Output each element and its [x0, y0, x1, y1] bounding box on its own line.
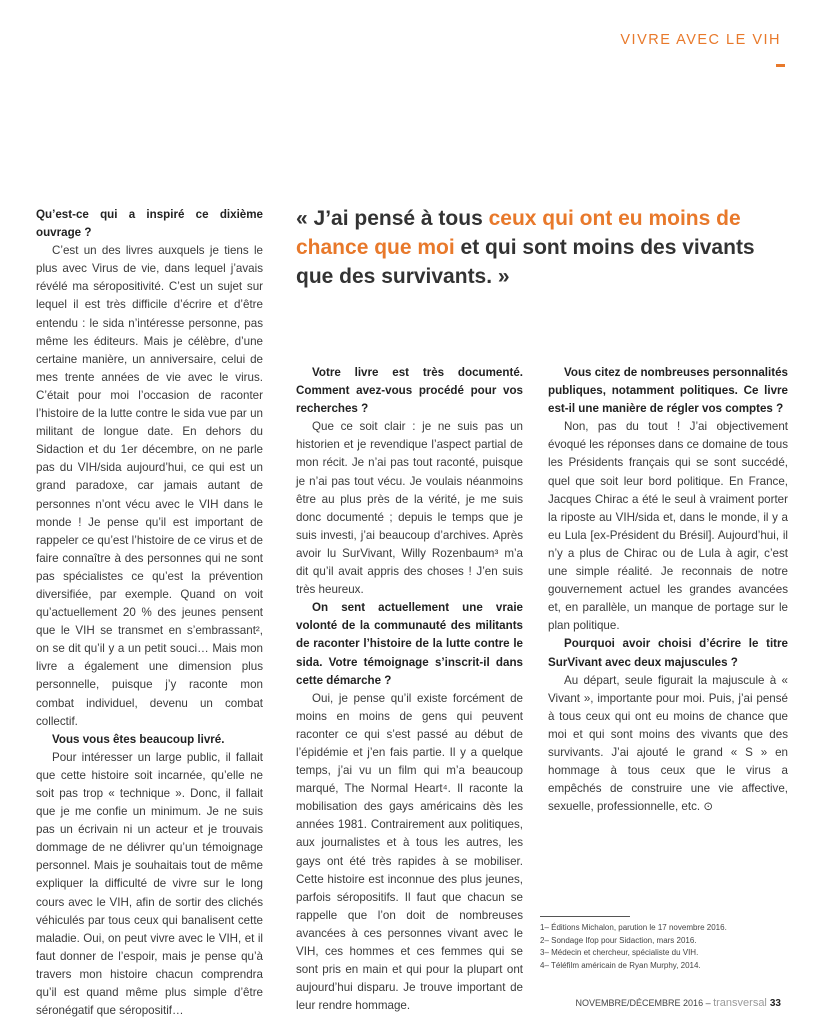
interview-answer: Non, pas du tout ! J’ai objectivement évoqué les réponses dans ce domaine de tous les Présidents français qui se sont succédé, quel que soit leur bord politique. En France, Jacques Chirac a été le seul à vraiment porter la riposte au VIH/sida et, dans le monde, il y a eu Lula [ex-Président du Brésil]. Aujourd’hui, il n’y a plus de Chirac ou de Lula à agir, c’est une simple réalité. Je reconnais de notre gouvernement actuel les grandes avancées et, en parallèle, un manque de portage sur le plan politique. — [548, 420, 788, 633]
magazine-name: transversal — [713, 997, 767, 1009]
interview-question: Votre livre est très documenté. Comment avez-vous procédé pour vos recherches ? — [296, 366, 523, 416]
interview-answer: Au départ, seule figurait la majuscule à « Vivant », importante pour moi. Puis, j’ai pensé à tous ceux qui ont eu moins de chance que moi et qui sont moins des vivants que des survivants. J’ai ajouté le grand « S » en hommage à tous ceux que le virus a empêchés de construire une vie affective, sexuelle, professionnelle, etc. ⊙ — [548, 673, 788, 814]
pull-quote-highlight: ceux qui ont eu moins de chance que moi — [296, 207, 741, 259]
interview-question: Pourquoi avoir choisi d’écrire le titre SurVivant avec deux majuscules ? — [548, 637, 788, 669]
interview-question: Vous vous êtes beaucoup livré. — [52, 732, 225, 746]
footnote: 4– Téléfilm américain de Ryan Murphy, 2014. — [540, 960, 701, 970]
column-2 — [296, 364, 523, 1015]
interview-question: Vous citez de nombreuses personnalités publiques, notamment politiques. Ce livre est-il une manière de régler vos comptes ? — [548, 366, 788, 416]
footnote: 1– Éditions Michalon, parution le 17 novembre 2016. — [540, 923, 727, 932]
pull-quote-open: « J’ai pensé à tous — [296, 207, 489, 230]
page-number: 33 — [769, 998, 781, 1009]
section-rubric: VIVRE AVEC LE VIH — [620, 32, 781, 48]
interview-answer: Que ce soit clair : je ne suis pas un historien et je revendique l’aspect partial de mon récit. Je n’ai pas tout raconté, puisque je n’ai pas tout vécu. Je voulais néanmoins être au plus près de la vérité, je me suis donc documenté ; depuis le temps que je suis investi, j’ai beaucoup d’archives. Après avoir lu SurVivant, Willy Rozenbaum³ m’a dit qu’il avait appris des choses ! J’en suis très heureux. — [296, 420, 523, 597]
issue-date: NOVEMBRE/DÉCEMBRE 2016 – — [575, 998, 714, 1008]
footnote: 3– Médecin et chercheur, spécialiste du VIH. — [540, 948, 699, 957]
page-footer — [576, 997, 781, 1009]
interview-answer: Oui, je pense qu’il existe forcément de moins en moins de gens qui peuvent raconter ce qui s’est passé au début de l’épidémie et j’en fais partie. Il y a quelque temps, j’ai vu un film qui m’a beaucoup marqué, The Normal Heart⁴. Il raconte la mobilisation des gays américains dès les années 1981. Contrairement aux politiques, aux journalistes et à tous les autres, les gays ont été très rapides à se mobiliser. Cette histoire est inconnue des plus jeunes, parfois séropositifs. Il faut que chacun se rappelle que l’on doit de nombreuses avancées à ces personnes vivant avec le VIH, ces hommes et ces femmes qui se sont pris en main et qui pour la plupart ont aujourd’hui disparu. Je trouve important de leur rendre hommage. — [296, 691, 523, 1013]
interview-answer: Pour intéresser un large public, il fallait que cette histoire soit incarnée, qu’elle ne soit pas trop « technique ». Donc, il fallait que je me confie un minimum. Je ne suis pas un écrivain ni un acteur et je trouvais dommage de ne délivrer qu’un témoignage personnel. Mais je souhaitais tout de même expliquer la difficulté de vivre sur le long cours avec le VIH, afin de sortir des clichés véhiculés par tous ceux qui banalisent cette maladie. Oui, on peut vivre avec le VIH, et il faut donner de l’espoir, mais je pense qu’à travers mon histoire chacun comprendra qu’il est quand même plus simple d’être séronégatif que séropositif… — [36, 750, 263, 1018]
footnote-divider — [540, 916, 630, 917]
column-3 — [548, 364, 788, 816]
interview-question: On sent actuellement une vraie volonté de la communauté des militants de raconter l’histoire de la lutte contre le sida. Votre témoignage s’inscrit-il dans cette démarche ? — [296, 601, 523, 687]
interview-answer: C’est un des livres auxquels je tiens le plus avec Virus de vie, dans lequel j’avais révélé ma séropositivité. C’est un sujet sur lequel il est très difficile d’écrire et d’être entendu : le sida n’intéresse personne, pas même les éditeurs. Mais je célèbre, d’une certaine manière, un anniversaire, celui de mes trente années de vie avec le virus. C’était pour moi l’occasion de raconter l’histoire de la lutte contre le sida vue par un militant de longue date. En dehors du Sidaction et du 1er décembre, on ne parle pas du VIH/sida aujourd’hui, ce qui est un grand paradoxe, car jamais autant de personnes n’ont vécu avec le VIH dans le monde ! Je pense qu’il est important de rappeler ce qu’est l’histoire de ce virus et de faire connaître à des personnes qui ne sont pas spécialistes ce qu’est la prévention diversifiée, par exemple. Quand on voit qu’actuellement 20 % des jeunes pensent que le VIH se transmet en s’embrassant², on se dit qu’il y a un petit souci… Mais mon livre a également une dimension plus personnelle, puisque j’y raconte mon combat individuel, devenu un combat collectif. — [36, 244, 263, 728]
footnotes — [540, 922, 727, 972]
rubric-dash-ornament — [776, 64, 785, 67]
footnote: 2– Sondage Ifop pour Sidaction, mars 2016. — [540, 935, 697, 945]
column-1 — [36, 206, 263, 1020]
interview-question: Qu’est-ce qui a inspiré ce dixième ouvrage ? — [36, 208, 263, 240]
pull-quote — [296, 204, 766, 291]
pull-quote-close: et qui sont moins des vivants que des survivants. » — [296, 236, 755, 288]
